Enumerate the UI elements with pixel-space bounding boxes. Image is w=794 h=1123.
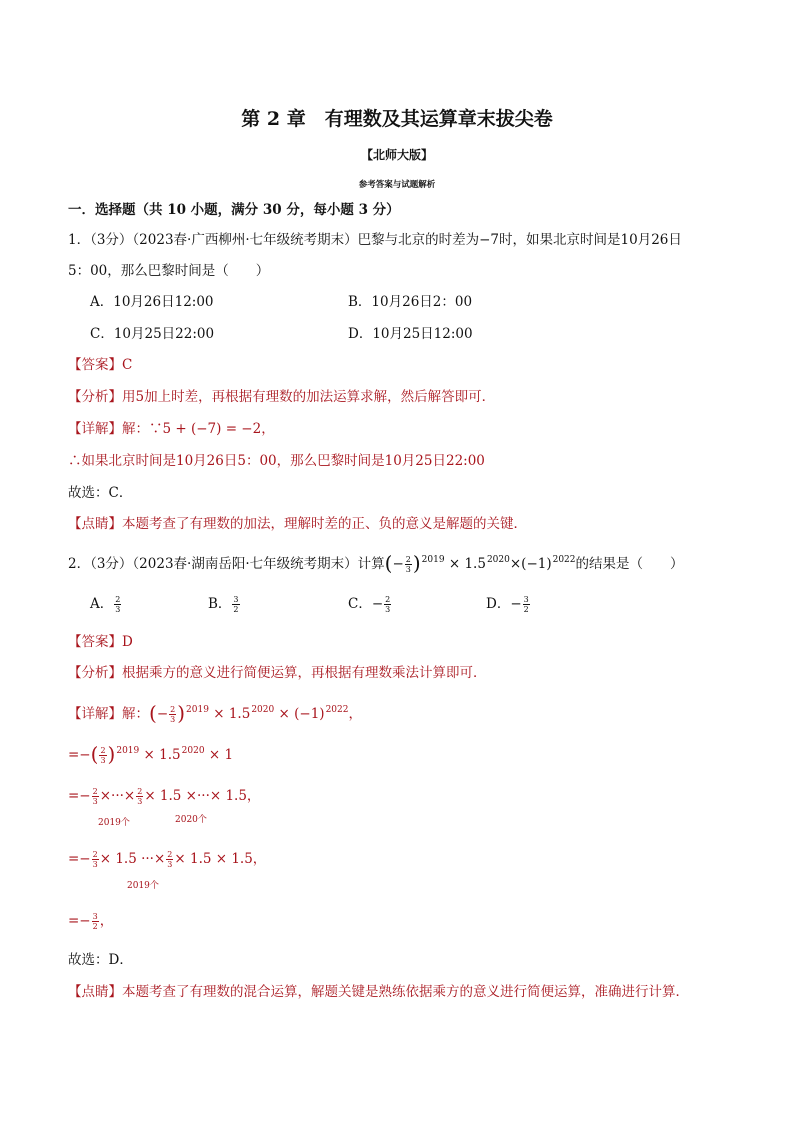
analysis-text: 用5加上时差，再根据有理数的加法运算求解，然后解答即可．	[122, 389, 496, 405]
section-heading: 一．选择题（共 10 小题，满分 30 分，每小题 3 分）	[68, 202, 400, 218]
comment-tag: 【点睛】	[68, 516, 122, 532]
q2-underbrace-2020: 2020个	[175, 815, 207, 825]
q1-comment	[68, 515, 527, 533]
q2-stem	[68, 552, 684, 575]
q1-analysis	[68, 388, 495, 406]
answer-value: D	[122, 634, 133, 650]
q1-detail	[68, 420, 275, 438]
detail-tag: 【详解】	[68, 421, 122, 437]
q1-option-d: D．10月25日12:00	[348, 326, 473, 342]
analysis-tag: 【分析】	[68, 389, 122, 405]
answer-tag: 【答案】	[68, 634, 122, 650]
q1-answer	[68, 356, 132, 374]
q1-option-b: B．10月26日2：00	[348, 294, 473, 310]
q2-detail-line3: =− $\frac{2}{3}$ ×···× $\frac{2}{3}$ × 1.5 ×···× 1.5，	[68, 787, 261, 806]
edition-label: 【北师大版】	[360, 148, 433, 162]
answer-tag: 【答案】	[68, 357, 122, 373]
answer-key-subtitle: 参考答案与试题解析	[358, 180, 436, 190]
q1-choice: 故选：C．	[68, 485, 133, 501]
page-title: 第 2 章 有理数及其运算章末拔尖卷	[241, 108, 553, 130]
detail-text: 解：∵5 + (−7) = −2，	[122, 421, 275, 437]
q2-analysis	[68, 664, 487, 682]
comment-tag: 【点睛】	[68, 984, 122, 1000]
q2-option-c: C．− $\frac{2}{3}$	[348, 595, 391, 614]
q1-option-a: A．10月26日12:00	[90, 294, 214, 310]
q2-option-b: B． $\frac{3}{2}$	[208, 595, 239, 614]
q2-answer	[68, 633, 133, 651]
answer-value: C	[122, 357, 133, 373]
q2-comment	[68, 983, 689, 1001]
q2-underbrace-2019b: 2019个	[127, 881, 159, 891]
analysis-text: 根据乘方的意义进行简便运算，再根据有理数乘法计算即可．	[122, 665, 487, 681]
q1-stem-line2: 5：00，那么巴黎时间是（ ）	[68, 263, 270, 279]
q2-detail-line5: =− $\frac{3}{2}$ ，	[68, 912, 114, 931]
analysis-tag: 【分析】	[68, 665, 122, 681]
q2-detail-line4: =− $\frac{2}{3}$ × 1.5 ···× $\frac{2}{3}$ × 1.5 × 1.5，	[68, 850, 267, 869]
comment-text: 本题考查了有理数的加法，理解时差的正、负的意义是解题的关键．	[122, 516, 527, 532]
q1-stem-line1: 1．（3分）（2023春·广西柳州·七年级统考期末）巴黎与北京的时差为−7时，如果北京时间是10月26日	[68, 232, 682, 248]
q1-detail-line2: ∴如果北京时间是10月26日5：00，那么巴黎时间是10月25日22:00	[68, 453, 485, 469]
q2-detail-line1: 【详解】解：(− $\frac{2}{3}$ )$^{2019} \times 1.5^{2020} \times (-1)^{2022}$，	[68, 701, 362, 725]
q2-stem-pre: 2．（3分）（2023春·湖南岳阳·七年级统考期末）计算	[68, 556, 385, 572]
q2-choice: 故选：D．	[68, 952, 133, 968]
q2-underbrace-2019: 2019个	[98, 818, 130, 828]
q2-expression: (− $\frac{2}{3}$ )$^{2019} \times 1.5^{2020}\times(-1)^{2022}$	[384, 551, 576, 575]
detail-tag: 【详解】	[68, 706, 122, 722]
q1-option-c: C．10月25日22:00	[90, 326, 215, 342]
q2-option-d: D．− $\frac{3}{2}$	[486, 595, 529, 614]
q2-option-a: A． $\frac{2}{3}$	[90, 595, 121, 614]
q2-stem-post: 的结果是（ ）	[575, 556, 684, 572]
q2-detail-line2: =−( $\frac{2}{3}$ )$^{2019} \times 1.5^{2020} \times 1$	[68, 742, 234, 766]
comment-text: 本题考查了有理数的混合运算，解题关键是熟练依据乘方的意义进行简便运算，准确进行计算．	[122, 984, 689, 1000]
